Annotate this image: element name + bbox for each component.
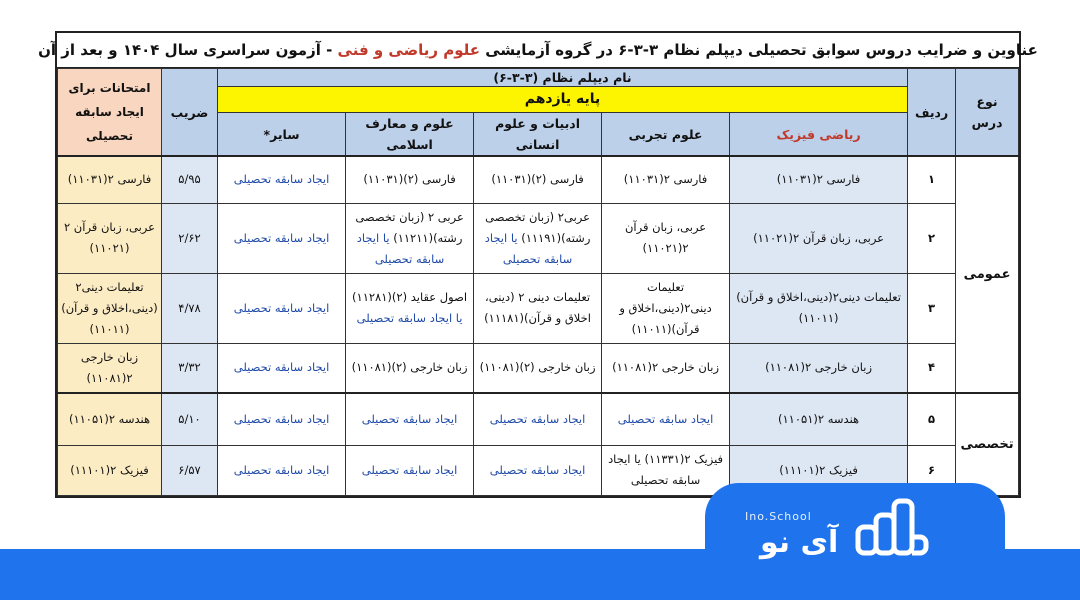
cell-rel-text: اصول عقاید (۲)(۱۱۲۸۱): [352, 290, 468, 304]
cell-lit: تعلیمات دینی ۲ (دینی، اخلاق و قرآن)(۱۱۱۸۱): [474, 273, 602, 343]
cell-rel-alt: یا ایجاد سابقه تحصیلی: [356, 230, 445, 266]
cell-exp: تعلیمات دینی۲(دینی،اخلاق و قرآن)(۱۱۰۱۱): [602, 273, 730, 343]
cell-coef: ۴/۷۸: [162, 273, 218, 343]
cell-rel: [346, 273, 474, 343]
cell-exam: تعلیمات دینی۲ (دینی،اخلاق و قرآن)(۱۱۰۱۱): [58, 273, 162, 343]
cell-lit-alt: یا ایجاد سابقه تحصیلی: [484, 230, 573, 266]
cell-lit-text: عربی۲ (زبان تخصصی رشته)(۱۱۱۹۱): [485, 209, 591, 245]
header-course-type: نوع درس: [956, 69, 1019, 157]
row-no: ۱: [908, 156, 956, 203]
cell-math: هندسه ۲(۱۱۰۵۱): [730, 393, 908, 445]
cell-exam: فارسی ۲(۱۱۰۳۱): [58, 156, 162, 203]
title-text-2: - آزمون سراسری سال ۱۴۰۴ و بعد از آن: [38, 41, 333, 59]
cell-exp: ایجاد سابقه تحصیلی: [602, 393, 730, 445]
courses-grid: [57, 68, 1019, 496]
header-exams: امتحانات برای ایجاد سابقه تحصیلی: [58, 69, 162, 157]
cell-rel: فارسی (۲)(۱۱۰۳۱): [346, 156, 474, 203]
row-no: ۵: [908, 393, 956, 445]
cell-math: عربی، زبان قرآن ۲(۱۱۰۲۱): [730, 203, 908, 273]
cell-other: ایجاد سابقه تحصیلی: [218, 156, 346, 203]
cell-lit: زبان خارجی (۲)(۱۱۰۸۱): [474, 343, 602, 393]
cell-rel: ایجاد سابقه تحصیلی: [346, 393, 474, 445]
cell-exam: هندسه ۲(۱۱۰۵۱): [58, 393, 162, 445]
cell-exp: زبان خارجی ۲(۱۱۰۸۱): [602, 343, 730, 393]
cell-other: ایجاد سابقه تحصیلی: [218, 445, 346, 495]
header-stream-rel: علوم و معارف اسلامی: [346, 113, 474, 157]
brand-name: آی نو: [760, 525, 839, 560]
header-diploma-system: نام دیپلم نظام (۳-۳-۶): [218, 69, 908, 87]
cell-other: ایجاد سابقه تحصیلی: [218, 273, 346, 343]
course-table: [38, 31, 1038, 498]
title-text-1: عناوین و ضرایب دروس سوابق تحصیلی دیپلم نظام ۳-۳-۶ در گروه آزمایشی: [485, 41, 1038, 59]
row-no: ۶: [908, 445, 956, 495]
cell-coef: ۵/۱۰: [162, 393, 218, 445]
cell-math: زبان خارجی ۲(۱۱۰۸۱): [730, 343, 908, 393]
cell-math: فیزیک ۲(۱۱۱۰۱): [730, 445, 908, 495]
cell-exp: عربی، زبان قرآن ۲(۱۱۰۲۱): [602, 203, 730, 273]
row-no: ۲: [908, 203, 956, 273]
header-stream-math: ریاضی فیزیک: [730, 113, 908, 157]
cell-lit: ایجاد سابقه تحصیلی: [474, 445, 602, 495]
cell-math: فارسی ۲(۱۱۰۳۱): [730, 156, 908, 203]
cell-coef: ۶/۵۷: [162, 445, 218, 495]
cell-lit: فارسی (۲)(۱۱۰۳۱): [474, 156, 602, 203]
cell-exam: زبان خارجی ۲(۱۱۰۸۱): [58, 343, 162, 393]
cell-coef: ۲/۶۲: [162, 203, 218, 273]
cell-exp: فیزیک ۲(۱۱۳۳۱) یا ایجاد سابقه تحصیلی: [602, 445, 730, 495]
brand-latin-name: Ino.School: [745, 510, 812, 523]
table-title: [38, 33, 1038, 68]
cell-rel-alt: یا ایجاد سابقه تحصیلی: [356, 311, 463, 325]
row-no: ۳: [908, 273, 956, 343]
header-coefficient: ضریب: [162, 69, 218, 157]
group-general: عمومی: [956, 156, 1019, 393]
header-stream-lit: ادبیات و علوم انسانی: [474, 113, 602, 157]
cell-lit: [474, 203, 602, 273]
cell-rel: [346, 203, 474, 273]
cell-other: ایجاد سابقه تحصیلی: [218, 203, 346, 273]
row-no: ۴: [908, 343, 956, 393]
cell-coef: ۳/۳۲: [162, 343, 218, 393]
cell-rel: زبان خارجی (۲)(۱۱۰۸۱): [346, 343, 474, 393]
cell-exp: فارسی ۲(۱۱۰۳۱): [602, 156, 730, 203]
cell-other: ایجاد سابقه تحصیلی: [218, 343, 346, 393]
header-stream-other: سایر*: [218, 113, 346, 157]
cell-rel: ایجاد سابقه تحصیلی: [346, 445, 474, 495]
cell-exam: فیزیک ۲(۱۱۱۰۱): [58, 445, 162, 495]
cell-lit: ایجاد سابقه تحصیلی: [474, 393, 602, 445]
header-row-no: ردیف: [908, 69, 956, 157]
cell-exam: عربی، زبان قرآن ۲ (۱۱۰۲۱): [58, 203, 162, 273]
header-grade: پایه یازدهم: [218, 87, 908, 113]
cell-coef: ۵/۹۵: [162, 156, 218, 203]
cell-rel-text: عربی ۲ (زبان تخصصی رشته)(۱۱۲۱۱): [355, 209, 464, 245]
brand-bars-icon: [854, 497, 932, 559]
title-highlight: علوم ریاضی و فنی: [337, 41, 480, 59]
header-stream-exp: علوم تجربی: [602, 113, 730, 157]
group-specialized: تخصصی: [956, 393, 1019, 495]
cell-other: ایجاد سابقه تحصیلی: [218, 393, 346, 445]
cell-math: تعلیمات دینی۲(دینی،اخلاق و قرآن)(۱۱۰۱۱): [730, 273, 908, 343]
